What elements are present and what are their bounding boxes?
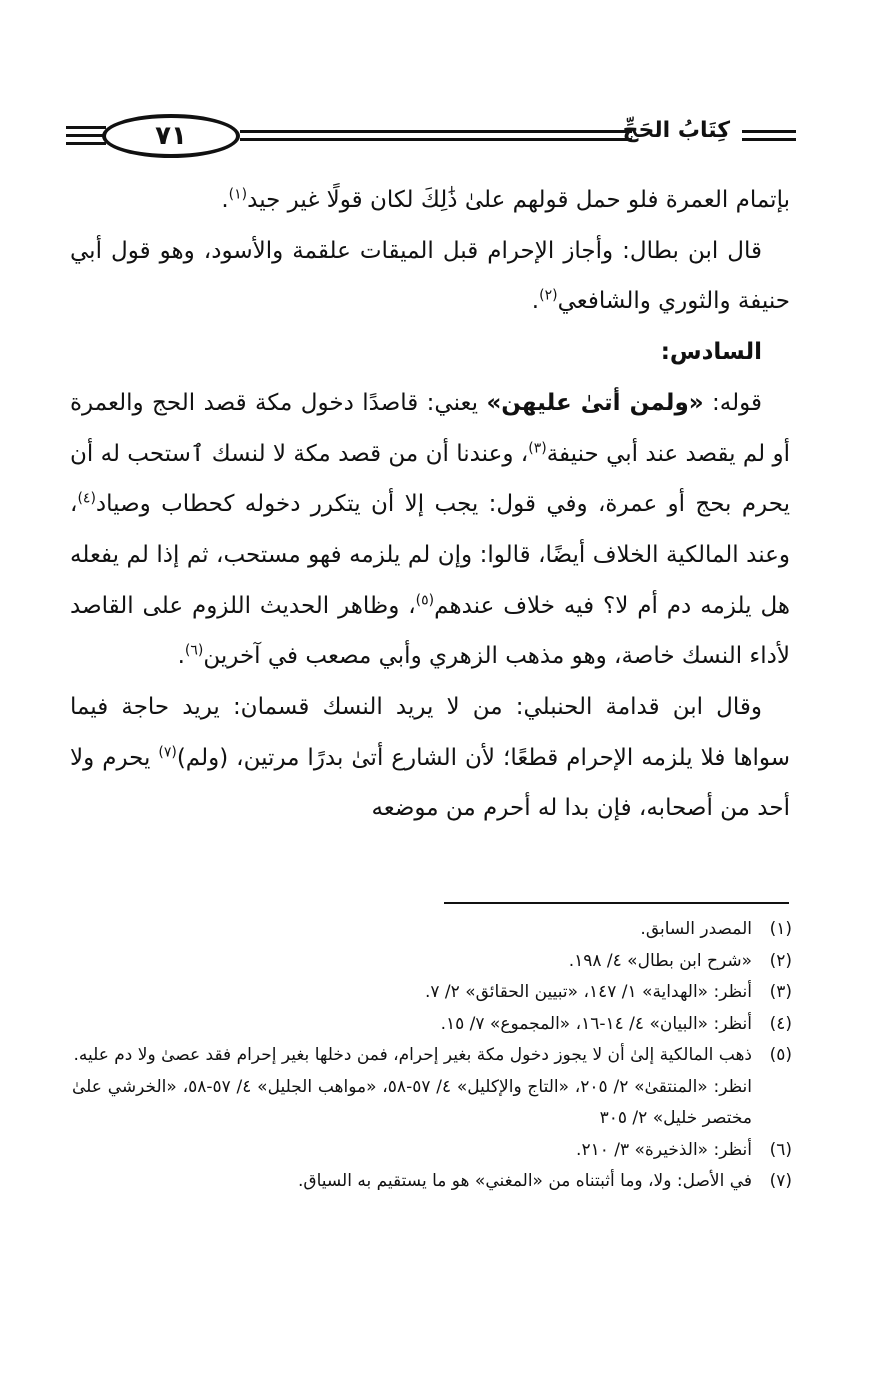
text-run: يحرم ولا أحد من أصحابه، فإن بدا له أحرم من موضعه xyxy=(70,744,790,822)
footnote xyxy=(72,977,792,1009)
footnote-text: أنظر: «البيان» ٤/ ١٤-١٦، «المجموع» ٧/ ١٥. xyxy=(440,1013,752,1034)
section-heading: السادس: xyxy=(660,339,762,366)
footnote-number: (٦) xyxy=(769,1139,792,1160)
footnote-number: (٢) xyxy=(769,950,792,971)
footnote-separator xyxy=(444,902,789,904)
header-rule-right xyxy=(742,130,796,133)
text-run: بإتمام العمرة فلو حمل قولهم علىٰ ذَٰلِكَ لكان قولًا غير جيد xyxy=(247,187,790,213)
text-run: ، وظاهر الحديث اللزوم على القاصد لأداء النسك خاصة، وهو مذهب الزهري وأبي مصعب في آخرين xyxy=(70,592,790,670)
footnote-ref: (٧) xyxy=(158,744,177,761)
footnote-text: في الأصل: ولا، وما أثبتناه من «المغني» هو ما يستقيم به السياق. xyxy=(297,1171,752,1191)
footnote-ref: (٦) xyxy=(184,642,204,659)
footnote xyxy=(72,1135,792,1167)
text-run: قوله: xyxy=(703,389,762,416)
footnote-ref: (٣) xyxy=(528,439,547,456)
text-run: . xyxy=(531,288,540,315)
footnote-number: (٣) xyxy=(769,982,792,1002)
footnote-number: (٧) xyxy=(769,1171,792,1191)
footnote-text: المصدر السابق. xyxy=(640,919,752,939)
header-rule-left xyxy=(66,126,106,129)
footnote-ref: (١) xyxy=(228,186,248,203)
text-run: . xyxy=(177,643,185,670)
header-rule-left xyxy=(66,134,106,137)
footnote-text: انظر: «المنتقىٰ» ٢/ ٢٠٥، «التاج والإكليل» ٤/ ٥٧-٥٨، «مواهب الجليل» ٤/ ٥٧-٥٨، «الخرشي علىٰ مختصر خليل» ٢/ ٣٠٥ xyxy=(72,1076,752,1128)
footnote-ref: (٥) xyxy=(415,591,435,608)
text-run: وقال ابن قدامة الحنبلي: من لا يريد النسك قسمان: يريد حاجة فيما سواها فلا يلزمه الإحرام قطعًا؛ لأن الشارع أتىٰ بدرًا مرتين، (ولم) xyxy=(70,694,790,771)
footnote-number: (١) xyxy=(769,919,792,939)
footnote-ref: (٤) xyxy=(77,490,96,507)
quoted-hadith: «ولمن أتىٰ عليهن» xyxy=(486,389,704,416)
footnote-number: (٥) xyxy=(769,1045,792,1065)
text-run: ، وعندنا أن من قصد مكة لا لنسك ٱستحب له أن يحرم بحج أو عمرة، وفي قول: يجب إلا أن يتكرر دخوله كحطاب وصياد xyxy=(70,440,790,518)
header-rule-middle xyxy=(240,138,632,141)
footnote xyxy=(72,1009,792,1041)
footnote xyxy=(72,946,792,978)
footnote-number xyxy=(752,1072,792,1135)
footnote xyxy=(72,1166,792,1198)
running-header xyxy=(66,110,796,162)
running-title: كِتَابُ الحَجِّ xyxy=(622,118,730,143)
footnote-continuation xyxy=(72,1072,792,1135)
text-run: يعني: قاصدًا دخول مكة قصد الحج والعمرة أو لم يقصد عند أبي حنيفة xyxy=(70,389,790,467)
paragraph xyxy=(70,682,790,834)
footnote-text: أنظر: «الذخيرة» ٣/ ٢١٠. xyxy=(576,1139,752,1160)
text-run: ، وعند المالكية الخلاف أيضًا، قالوا: وإن لم يلزمه فهو مستحب، ثم إذا لم يفعله هل يلزمه دم أم لا؟ فيه خلاف عندهم xyxy=(70,491,790,619)
footnote-number: (٤) xyxy=(769,1013,792,1034)
header-rule-right xyxy=(742,138,796,141)
footnote-text: أنظر: «الهداية» ١/ ١٤٧، «تبيين الحقائق» ٢/ ٧. xyxy=(424,982,752,1002)
footnote xyxy=(72,914,792,946)
footnote-text: «شرح ابن بطال» ٤/ ١٩٨. xyxy=(568,950,752,971)
footnote xyxy=(72,1040,792,1072)
text-run: قال ابن بطال: وأجاز الإحرام قبل الميقات علقمة والأسود، وهو قول أبي حنيفة والثوري والشافعي xyxy=(70,237,790,315)
paragraph xyxy=(70,226,790,327)
paragraph xyxy=(70,175,790,226)
text-run: . xyxy=(221,187,229,213)
page-number: ٧١ xyxy=(155,121,187,151)
footnotes xyxy=(72,914,792,1198)
header-rule-middle xyxy=(240,130,632,133)
footnote-ref: (٢) xyxy=(539,287,558,304)
main-text xyxy=(70,175,790,834)
footnote-text: ذهب المالكية إلىٰ أن لا يجوز دخول مكة بغير إحرام، فمن دخلها بغير إحرام فقد عصىٰ ولا دم عليه. xyxy=(73,1045,752,1065)
paragraph xyxy=(70,378,790,682)
header-rule-left xyxy=(66,142,106,145)
